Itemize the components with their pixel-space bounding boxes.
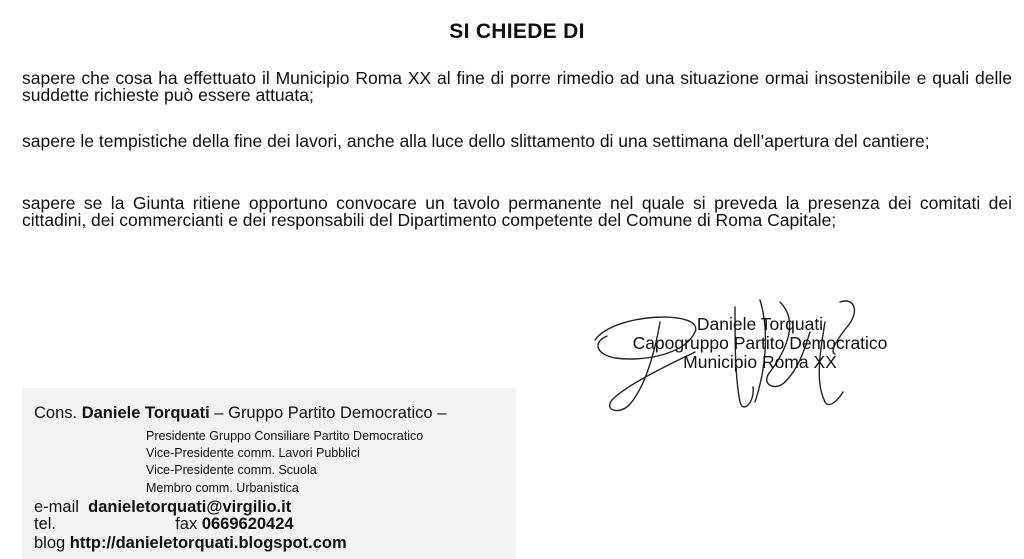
- section-heading: SI CHIEDE DI: [449, 20, 585, 43]
- card-header: [34, 404, 446, 423]
- request-paragraph-3: sapere se la Giunta ritiene opportuno convocare un tavolo permanente nel quale si preveda la presenza dei comitati dei cittadini, dei commercianti e dei responsabili del Dipartimento competente del Comune di Roma Capitale;: [22, 193, 1012, 230]
- card-role-4: Membro comm. Urbanistica: [146, 481, 299, 495]
- card-name: Daniele Torquati: [81, 404, 210, 422]
- blog-link[interactable]: http://danieletorquati.blogspot.com: [69, 534, 347, 552]
- email-label: e-mail: [34, 498, 79, 516]
- contact-card: [22, 388, 516, 559]
- signature-office: Municipio Roma XX: [683, 352, 837, 372]
- email-link[interactable]: danieletorquati@virgilio.it: [88, 498, 292, 516]
- fax-number: 0669620424: [201, 515, 294, 533]
- tel-label: tel.: [34, 515, 57, 533]
- signature-role: Capogruppo Partito Democratico: [632, 333, 888, 353]
- request-paragraph-2: sapere le tempistiche della fine dei lavori, anche alla luce dello slittamento di una settimana dell’apertura del cantiere;: [22, 131, 930, 151]
- request-paragraph-1: sapere che cosa ha effettuato il Municipio Roma XX al fine di porre rimedio ad una situazione ormai insostenibile e quali delle suddette richieste può essere attuata;: [22, 68, 1012, 105]
- blog-label: blog: [34, 534, 66, 552]
- signature-block: [600, 315, 920, 372]
- card-tel-row: [34, 515, 294, 534]
- card-role-3: Vice-Presidente comm. Scuola: [146, 463, 317, 477]
- card-blog-row: [34, 534, 347, 553]
- signature-name: Daniele Torquati: [696, 314, 824, 334]
- card-prefix: Cons.: [34, 404, 78, 422]
- card-role-2: Vice-Presidente comm. Lavori Pubblici: [146, 446, 360, 460]
- card-role-1: Presidente Gruppo Consiliare Partito Democratico: [146, 429, 424, 443]
- fax-label: fax: [175, 515, 198, 533]
- card-group: – Gruppo Partito Democratico –: [214, 404, 447, 422]
